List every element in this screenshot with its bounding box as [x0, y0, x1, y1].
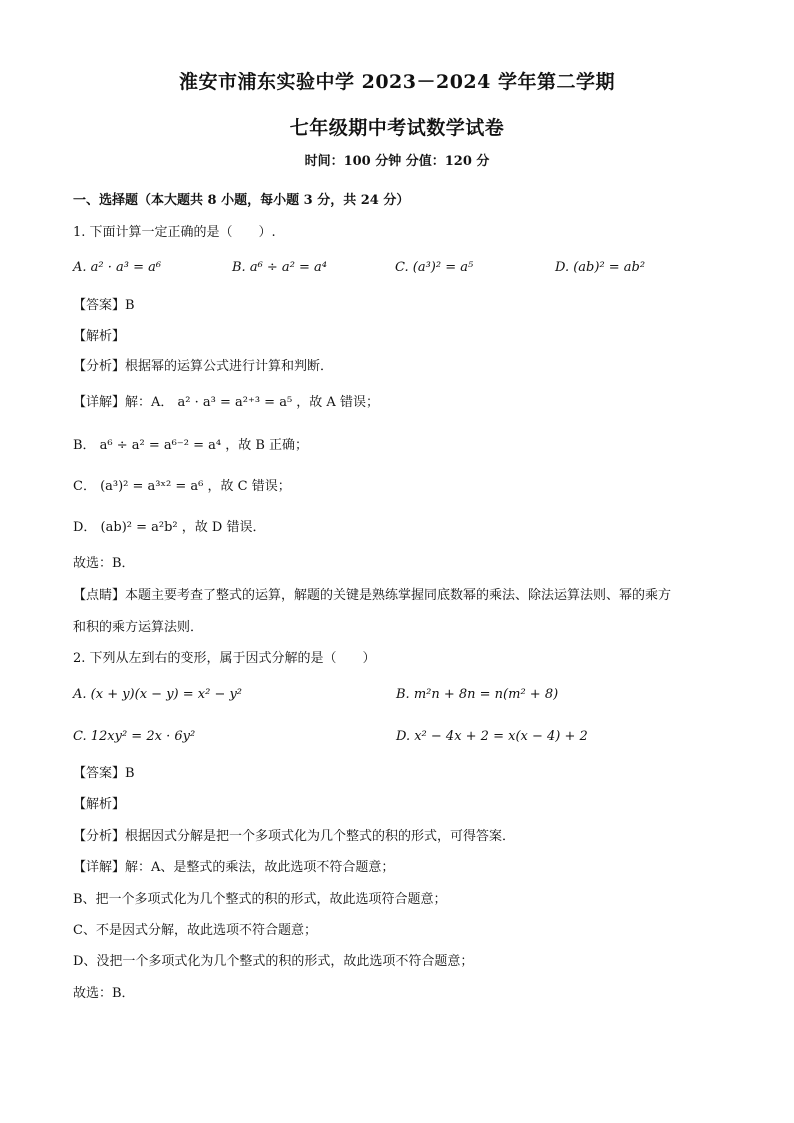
exam-paper-title: 七年级期中考试数学试卷 [289, 117, 505, 139]
q2-option-d: D. x² − 4x + 2 = x(x − 4) + 2 [396, 729, 588, 744]
q2-option-a: A. (x + y)(x − y) = x² − y² [73, 687, 243, 702]
q1-answer: 【答案】B [73, 298, 135, 313]
q2-detail-a: 【详解】解：A、是整式的乘法，故此选项不符合题意； [73, 860, 395, 875]
q2-answer: 【答案】B [73, 766, 135, 781]
q1-comment-line2: 和积的乘方运算法则． [73, 620, 204, 635]
q2-detail-c: C、不是因式分解，故此选项不符合题意； [73, 923, 317, 938]
q2-detail-d: D、没把一个多项式化为几个整式的积的形式，故此选项不符合题意； [73, 954, 474, 969]
q1-detail-d: D． (ab)² = a²b² ，故 D 错误． [73, 520, 266, 535]
q1-option-c: C. (a³)² = a⁵ [395, 260, 474, 275]
q2-analysis: 【分析】根据因式分解是把一个多项式化为几个整式的积的形式，可得答案． [73, 829, 516, 844]
q1-option-d: D. (ab)² = ab² [555, 260, 646, 275]
exam-school-title: 淮安市浦东实验中学 2023－2024 学年第二学期 [179, 71, 615, 93]
q1-detail-c: C． (a³)² = a³ˣ² = a⁶ ，故 C 错误； [73, 479, 291, 494]
q2-detail-b: B、把一个多项式化为几个整式的积的形式，故此选项符合题意； [73, 892, 447, 907]
q1-option-b: B. a⁶ ÷ a² = a⁴ [232, 260, 328, 275]
q2-analysis-label: 【解析】 [73, 797, 126, 812]
q1-comment-line1: 【点睛】本题主要考查了整式的运算，解题的关键是熟练掌握同底数幂的乘法、除法运算法则、幂的乘方 [73, 588, 672, 603]
q2-stem: 2. 下列从左到右的变形，属于因式分解的是（ ） [73, 651, 376, 666]
q1-choice: 故选：B． [73, 556, 135, 571]
q1-analysis: 【分析】根据幂的运算公式进行计算和判断． [73, 359, 334, 374]
q2-option-c: C. 12xy² = 2x · 6y² [73, 729, 196, 744]
q1-detail-a: 【详解】解：A． a² · a³ = a²⁺³ = a⁵ ，故 A 错误； [73, 395, 379, 410]
q1-detail-b: B． a⁶ ÷ a² = a⁶⁻² = a⁴ ，故 B 正确； [73, 438, 309, 453]
q1-analysis-label: 【解析】 [73, 329, 126, 344]
q2-choice: 故选：B． [73, 986, 135, 1001]
q1-option-a: A. a² · a³ = a⁶ [73, 260, 162, 275]
section-heading: 一、选择题（本大题共 8 小题，每小题 3 分，共 24 分） [73, 193, 410, 208]
q1-stem: 1. 下面计算一定正确的是（ ）. [73, 225, 276, 240]
exam-time-score: 时间：100 分钟 分值：120 分 [304, 154, 490, 169]
q2-option-b: B. m²n + 8n = n(m² + 8) [396, 687, 559, 702]
